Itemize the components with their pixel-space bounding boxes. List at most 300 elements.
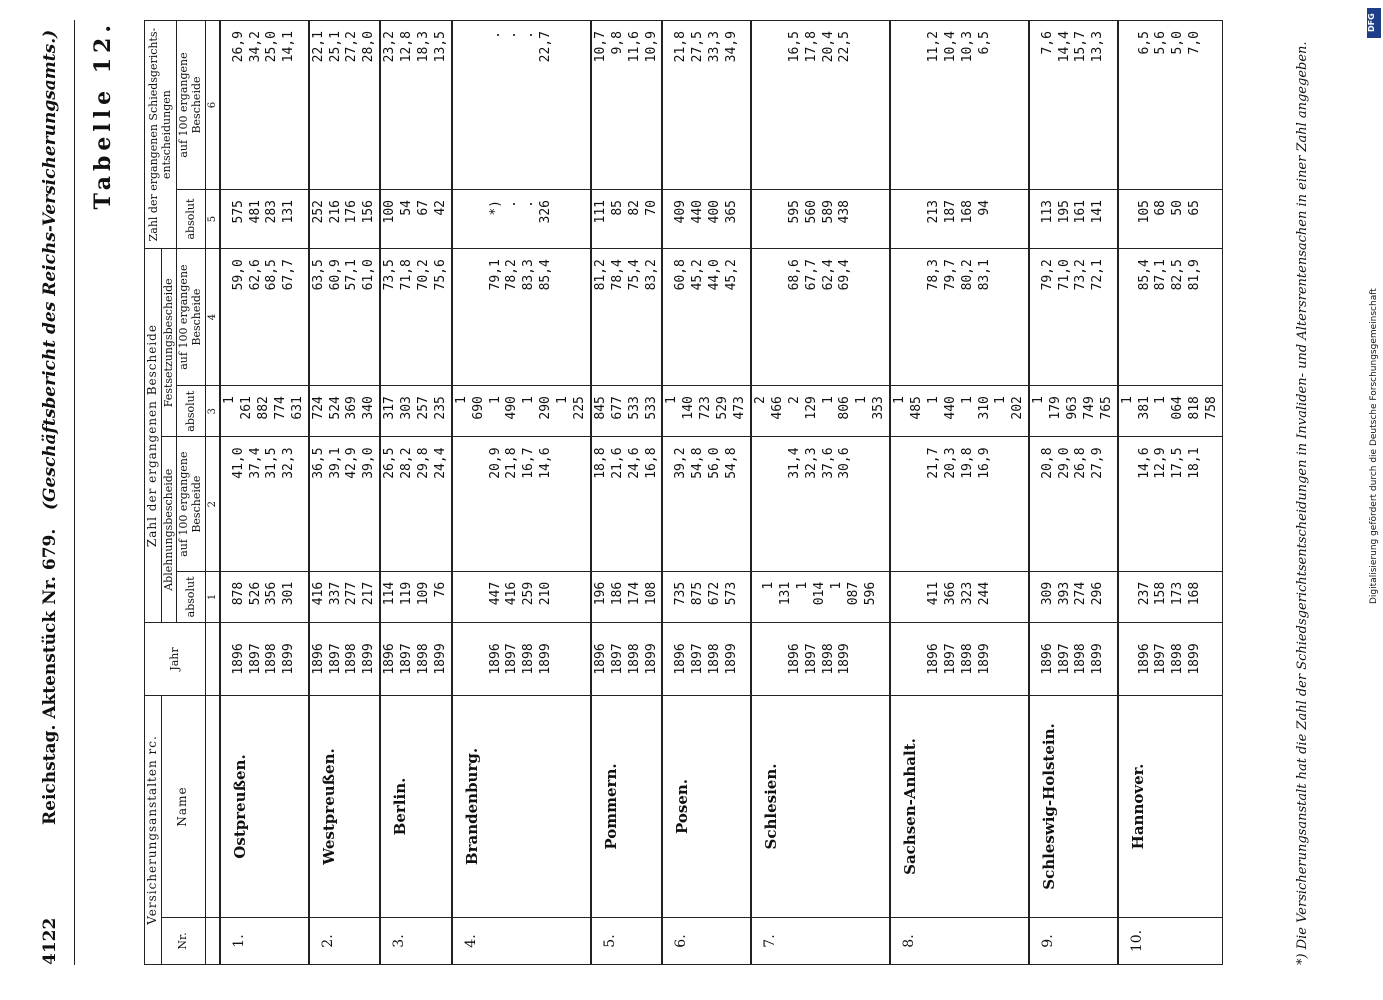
cell-value: 85,4 — [1136, 259, 1152, 291]
cell-value: 18,8 — [592, 447, 608, 479]
cell-value: 1896 — [230, 643, 246, 675]
cell-abl-abs — [751, 571, 890, 622]
cell-value: 61,0 — [361, 259, 377, 291]
cell-value: 1899 — [643, 643, 659, 675]
cell-value: 26,8 — [1073, 447, 1089, 479]
cell-value: 296 — [1090, 581, 1106, 606]
cell-value: 1898 — [626, 643, 642, 675]
col-header-schied: Zahl der ergangenen Schiedsgerichts-entscheidungen — [145, 21, 177, 249]
cell-value: 2 466 — [752, 396, 785, 420]
cell-value: 438 — [837, 200, 853, 224]
cell-value: 1898 — [820, 643, 836, 675]
cell-value: 68,6 — [786, 259, 802, 291]
cell-value: 83,1 — [976, 259, 992, 291]
cell-value: 14,1 — [281, 31, 297, 63]
cell-fest-abs — [751, 386, 890, 437]
cell-value: 78,2 — [504, 259, 520, 291]
col-header-auf100: auf 100 ergangene Bescheide — [177, 21, 205, 190]
institution-name: Schlesien. — [751, 696, 890, 918]
cell-sch-100 — [751, 21, 890, 190]
cell-value: 80,2 — [959, 259, 975, 291]
institution-name: Posen. — [662, 696, 750, 918]
cell-value: 11,2 — [925, 31, 941, 63]
institution-name: Brandenburg. — [452, 696, 591, 918]
cell-value: 5,6 — [1153, 31, 1169, 55]
cell-value: 71,8 — [399, 259, 415, 291]
institution-name: Westpreußen. — [309, 696, 381, 918]
cell-value: 369 — [344, 396, 360, 420]
cell-value: 111 — [592, 200, 608, 224]
cell-value: 119 — [399, 581, 415, 606]
cell-value: 216 — [327, 200, 343, 224]
cell-value: 758 — [1204, 396, 1220, 420]
institution-name: Ostpreußen. — [220, 696, 308, 918]
cell-value: 87,1 — [1153, 259, 1169, 291]
cell-value: 45,2 — [723, 259, 739, 291]
page-number: 4122 — [40, 917, 60, 965]
cell-value: 1897 — [247, 643, 263, 675]
cell-value: 16,8 — [643, 447, 659, 479]
cell-value: 1898 — [959, 643, 975, 675]
cell-value: 5,0 — [1170, 31, 1186, 55]
cell-value: 416 — [504, 581, 520, 606]
cell-value: 76 — [432, 581, 448, 598]
cell-value: 12,9 — [1153, 447, 1169, 479]
cell-fest-abs — [220, 386, 308, 437]
cell-value: 409 — [672, 200, 688, 224]
cell-value: 303 — [399, 396, 415, 420]
cell-value: 34,2 — [247, 31, 263, 63]
cell-value: 1 202 — [993, 396, 1026, 420]
cell-value: 1896 — [310, 643, 326, 675]
cell-value: 24,6 — [626, 447, 642, 479]
cell-value: 10,3 — [959, 31, 975, 63]
cell-abl-abs — [1118, 571, 1223, 622]
cell-value: 524 — [327, 396, 343, 420]
cell-sch-abs — [890, 190, 1029, 249]
cell-abl-abs — [452, 571, 591, 622]
cell-value: 1 381 — [1119, 396, 1152, 420]
cell-value: 34,9 — [723, 31, 739, 63]
cell-value: 57,1 — [344, 259, 360, 291]
table-row — [751, 21, 890, 965]
cell-value: 60,9 — [327, 259, 343, 291]
cell-value: 16,9 — [976, 447, 992, 479]
cell-value: 67 — [416, 200, 432, 216]
cell-sch-100 — [890, 21, 1029, 190]
cell-sch-100 — [309, 21, 381, 190]
table-row — [890, 21, 1029, 965]
table-row — [380, 21, 452, 965]
cell-value: 27,2 — [344, 31, 360, 63]
cell-value: 54,8 — [723, 447, 739, 479]
cell-value: 1896 — [786, 643, 802, 675]
col-number: 6 — [205, 21, 220, 190]
cell-years — [380, 623, 452, 696]
cell-value: 589 — [820, 200, 836, 224]
institution-name: Berlin. — [380, 696, 452, 918]
cell-value: 6,5 — [976, 31, 992, 55]
cell-abl-100 — [662, 437, 750, 571]
cell-value: 365 — [723, 200, 739, 224]
cell-value: 1 064 — [1153, 396, 1186, 420]
cell-sch-100 — [1118, 21, 1223, 190]
institution-name: Sachsen-Anhalt. — [890, 696, 1029, 918]
cell-sch-100 — [591, 21, 663, 190]
cell-value: 1899 — [1187, 643, 1203, 675]
cell-value: 1898 — [1170, 643, 1186, 675]
cell-value: 337 — [327, 581, 343, 606]
cell-value: 42 — [432, 200, 448, 216]
cell-value: 672 — [706, 581, 722, 606]
cell-abl-abs — [591, 571, 663, 622]
cell-value: 17,8 — [803, 31, 819, 63]
row-number: 8. — [890, 918, 1029, 965]
cell-value: 1897 — [1153, 643, 1169, 675]
cell-value: 1 087 — [828, 581, 861, 606]
row-number: 9. — [1029, 918, 1117, 965]
table-row — [591, 21, 663, 965]
cell-value: 526 — [247, 581, 263, 606]
cell-value: 85,4 — [538, 259, 554, 291]
cell-value: 356 — [264, 581, 280, 606]
cell-value: 168 — [1187, 581, 1203, 606]
row-number: 6. — [662, 918, 750, 965]
cell-value: 845 — [592, 396, 608, 420]
cell-value: 67,7 — [803, 259, 819, 291]
cell-fest-abs — [380, 386, 452, 437]
cell-value: 21,6 — [609, 447, 625, 479]
cell-value: 1896 — [1039, 643, 1055, 675]
cell-fest-abs — [591, 386, 663, 437]
cell-sch-100 — [220, 21, 308, 190]
cell-value: 963 — [1064, 396, 1080, 420]
cell-value: 39,2 — [672, 447, 688, 479]
cell-value: 20,3 — [942, 447, 958, 479]
cell-years — [751, 623, 890, 696]
cell-value: 1897 — [609, 643, 625, 675]
cell-value: 10,4 — [942, 31, 958, 63]
cell-years — [220, 623, 308, 696]
cell-value: 277 — [344, 581, 360, 606]
cell-value: 10,9 — [643, 31, 659, 63]
cell-abl-abs — [309, 571, 381, 622]
cell-value: 18,3 — [416, 31, 432, 63]
cell-value: 79,7 — [942, 259, 958, 291]
cell-value: 533 — [626, 396, 642, 420]
table-row — [309, 21, 381, 965]
cell-years — [1118, 623, 1223, 696]
group-header-bescheide: Zahl der ergangenen Bescheide — [145, 249, 162, 623]
cell-value: 67,7 — [281, 259, 297, 291]
cell-years — [591, 623, 663, 696]
cell-value: 1 490 — [487, 396, 520, 420]
cell-value: 1899 — [432, 643, 448, 675]
cell-value: 65 — [1187, 200, 1203, 216]
cell-fest-100 — [1029, 249, 1117, 386]
col-header-nr: Nr. — [161, 918, 205, 965]
cell-value: 45,2 — [689, 259, 705, 291]
cell-value: 416 — [310, 581, 326, 606]
col-number: 2 — [205, 437, 220, 571]
cell-value: 283 — [264, 200, 280, 224]
cell-value: . — [521, 200, 537, 208]
cell-value: 882 — [256, 396, 271, 420]
cell-value: 73,2 — [1073, 259, 1089, 291]
cell-sch-100 — [452, 21, 591, 190]
cell-value: 1 690 — [453, 396, 486, 420]
cell-value: 100 — [382, 200, 398, 224]
cell-abl-100 — [380, 437, 452, 571]
cell-value: 1897 — [504, 643, 520, 675]
cell-value: 72,1 — [1090, 259, 1106, 291]
col-header-auf100: auf 100 ergangene Bescheide — [177, 249, 205, 386]
cell-value: 63,5 — [310, 259, 326, 291]
cell-value: 13,3 — [1090, 31, 1106, 63]
cell-value: 54,8 — [689, 447, 705, 479]
cell-value: 10,7 — [592, 31, 608, 63]
cell-value: 161 — [1073, 200, 1089, 224]
cell-value: 62,6 — [247, 259, 263, 291]
cell-sch-abs — [1029, 190, 1117, 249]
cell-value: 1896 — [672, 643, 688, 675]
row-number: 5. — [591, 918, 663, 965]
cell-value: 1897 — [327, 643, 343, 675]
cell-value: 156 — [361, 200, 377, 224]
cell-value: 26,9 — [230, 31, 246, 63]
cell-fest-abs — [309, 386, 381, 437]
cell-abl-100 — [1118, 437, 1223, 571]
cell-value: 1899 — [361, 643, 377, 675]
cell-value: . — [504, 200, 520, 208]
cell-value: 27,9 — [1090, 447, 1106, 479]
cell-value: 1 290 — [521, 396, 554, 420]
row-number: 4. — [452, 918, 591, 965]
cell-value: 1 440 — [925, 396, 958, 420]
cell-value: 257 — [416, 396, 432, 420]
row-number: 7. — [751, 918, 890, 965]
cell-value: 33,3 — [706, 31, 722, 63]
cell-value: 1 485 — [892, 396, 924, 420]
cell-value: 301 — [281, 581, 297, 606]
cell-value: 70,2 — [416, 259, 432, 291]
cell-years — [890, 623, 1029, 696]
cell-abl-100 — [751, 437, 890, 571]
cell-years — [662, 623, 750, 696]
funding-note: Digitalisierung gefördert durch die Deutsche Forschungsgemeinschaft — [1369, 288, 1379, 604]
cell-value: 481 — [247, 200, 263, 224]
cell-fest-100 — [591, 249, 663, 386]
cell-value: 168 — [959, 200, 975, 224]
cell-abl-abs — [1029, 571, 1117, 622]
cell-fest-abs — [1029, 386, 1117, 437]
cell-value: 595 — [786, 200, 802, 224]
cell-value: 1 131 — [761, 581, 794, 606]
cell-value: 7,6 — [1039, 31, 1055, 55]
cell-value: 68 — [1153, 200, 1169, 216]
cell-value: 78,3 — [925, 259, 941, 291]
cell-value: 113 — [1039, 200, 1055, 224]
cell-value: 12,8 — [399, 31, 415, 63]
cell-value: 765 — [1098, 396, 1114, 420]
cell-value: 20,4 — [820, 31, 836, 63]
cell-value: 13,5 — [432, 31, 448, 63]
cell-value: 28,0 — [361, 31, 377, 63]
cell-value: 573 — [723, 581, 739, 606]
table-row — [1118, 21, 1223, 965]
cell-value: 560 — [803, 200, 819, 224]
cell-value: 1 179 — [1031, 396, 1064, 420]
cell-value: 1897 — [399, 643, 415, 675]
cell-value: 17,5 — [1170, 447, 1186, 479]
cell-value: 20,8 — [1039, 447, 1055, 479]
cell-value: 14,6 — [538, 447, 554, 479]
cell-value: 217 — [361, 581, 377, 606]
cell-value: 83,2 — [643, 259, 659, 291]
cell-value: 1896 — [592, 643, 608, 675]
cell-value: 39,0 — [361, 447, 377, 479]
cell-value: 27,5 — [689, 31, 705, 63]
cell-value: 326 — [538, 200, 554, 224]
cell-value: 724 — [310, 396, 326, 420]
cell-value: 1 225 — [555, 396, 588, 420]
cell-value: 677 — [609, 396, 625, 420]
cell-value: 29,8 — [416, 447, 432, 479]
row-number: 10. — [1118, 918, 1223, 965]
cell-value: 596 — [862, 581, 878, 606]
table-row — [220, 21, 308, 965]
row-number: 3. — [380, 918, 452, 965]
cell-value: 22,1 — [310, 31, 326, 63]
cell-value: 818 — [1187, 396, 1203, 420]
cell-value: 723 — [698, 396, 714, 420]
table-row — [662, 21, 750, 965]
footnote: *) Die Versicherungsanstalt hat die Zahl der Schiedsgerichtsentscheidungen in Invaliden- und Altersrentensachen in einer Zahl angegeben. — [1295, 41, 1310, 965]
cell-value: 79,2 — [1039, 259, 1055, 291]
cell-value: 196 — [592, 581, 608, 606]
cell-abl-100 — [220, 437, 308, 571]
rotated-page — [40, 20, 1345, 965]
institution-name: Hannover. — [1118, 696, 1223, 918]
cell-value: 210 — [538, 581, 554, 606]
cell-value: 1 140 — [664, 396, 697, 420]
cell-sch-100 — [662, 21, 750, 190]
cell-value: 1897 — [803, 643, 819, 675]
cell-value: 68,5 — [264, 259, 280, 291]
cell-value: 69,4 — [837, 259, 853, 291]
cell-value: 1 353 — [854, 396, 887, 420]
cell-years — [452, 623, 591, 696]
cell-abl-abs — [380, 571, 452, 622]
cell-value: 1897 — [1056, 643, 1072, 675]
cell-value: 323 — [959, 581, 975, 606]
cell-value: 37,4 — [247, 447, 263, 479]
cell-value: 735 — [672, 581, 688, 606]
document-subtitle: (Geschäftsbericht des Reichs-Versicherungsamts.) — [40, 29, 60, 510]
cell-value: 81,2 — [592, 259, 608, 291]
cell-sch-100 — [1029, 21, 1117, 190]
cell-value: 186 — [609, 581, 625, 606]
cell-fest-100 — [1118, 249, 1223, 386]
cell-value: 878 — [230, 581, 246, 606]
cell-abl-100 — [452, 437, 591, 571]
cell-value: 1 310 — [959, 396, 992, 420]
cell-value: 875 — [689, 581, 705, 606]
cell-value: 24,4 — [432, 447, 448, 479]
cell-value: 174 — [626, 581, 642, 606]
cell-value: 1899 — [723, 643, 739, 675]
cell-value: 31,5 — [264, 447, 280, 479]
cell-value: 411 — [925, 581, 941, 606]
col-number: 3 — [205, 386, 220, 437]
col-header-festsetzung: Festsetzungsbescheide — [161, 249, 177, 437]
cell-value: 73,5 — [382, 259, 398, 291]
cell-value: 340 — [361, 396, 377, 420]
cell-value: 20,9 — [487, 447, 503, 479]
cell-value: 60,8 — [672, 259, 688, 291]
cell-value: . — [521, 31, 537, 39]
cell-value: 244 — [976, 581, 992, 606]
cell-value: 176 — [344, 200, 360, 224]
cell-fest-abs — [662, 386, 750, 437]
cell-value: 1897 — [942, 643, 958, 675]
col-header-absolut: absolut — [177, 386, 205, 437]
header-rule — [74, 20, 75, 965]
cell-fest-100 — [220, 249, 308, 386]
institution-name: Pommern. — [591, 696, 663, 918]
cell-value: 18,1 — [1187, 447, 1203, 479]
dfg-logo: DFG — [1367, 8, 1381, 38]
cell-value: 317 — [382, 396, 398, 420]
cell-value: 78,4 — [609, 259, 625, 291]
cell-value: 81,9 — [1187, 259, 1203, 291]
cell-value: 195 — [1056, 200, 1072, 224]
cell-value: 749 — [1081, 396, 1097, 420]
cell-value: 85 — [609, 200, 625, 216]
col-number: 4 — [205, 249, 220, 386]
cell-value: 1898 — [264, 643, 280, 675]
col-header-ablehnung: Ablehnungsbescheide — [161, 437, 177, 623]
cell-value: 70 — [643, 200, 659, 216]
cell-abl-abs — [662, 571, 750, 622]
cell-value: 1899 — [976, 643, 992, 675]
cell-value: 187 — [942, 200, 958, 224]
cell-value: 158 — [1153, 581, 1169, 606]
cell-value: 447 — [487, 581, 503, 606]
cell-value: 29,0 — [1056, 447, 1072, 479]
cell-fest-100 — [890, 249, 1029, 386]
cell-value: 32,3 — [281, 447, 297, 479]
cell-value: 71,0 — [1056, 259, 1072, 291]
cell-value: 1896 — [925, 643, 941, 675]
cell-sch-abs — [380, 190, 452, 249]
col-header-absolut: absolut — [177, 190, 205, 249]
cell-value: 26,5 — [382, 447, 398, 479]
cell-value: 15,7 — [1073, 31, 1089, 63]
row-number: 1. — [220, 918, 308, 965]
cell-value: 252 — [310, 200, 326, 224]
cell-fest-100 — [452, 249, 591, 386]
cell-value: 39,1 — [327, 447, 343, 479]
cell-value: 30,6 — [837, 447, 853, 479]
cell-sch-abs — [591, 190, 663, 249]
cell-value: 774 — [272, 396, 288, 420]
cell-fest-100 — [662, 249, 750, 386]
cell-value: 56,0 — [706, 447, 722, 479]
cell-value: 50 — [1170, 200, 1186, 216]
cell-value: 529 — [715, 396, 731, 420]
cell-value: 62,4 — [820, 259, 836, 291]
